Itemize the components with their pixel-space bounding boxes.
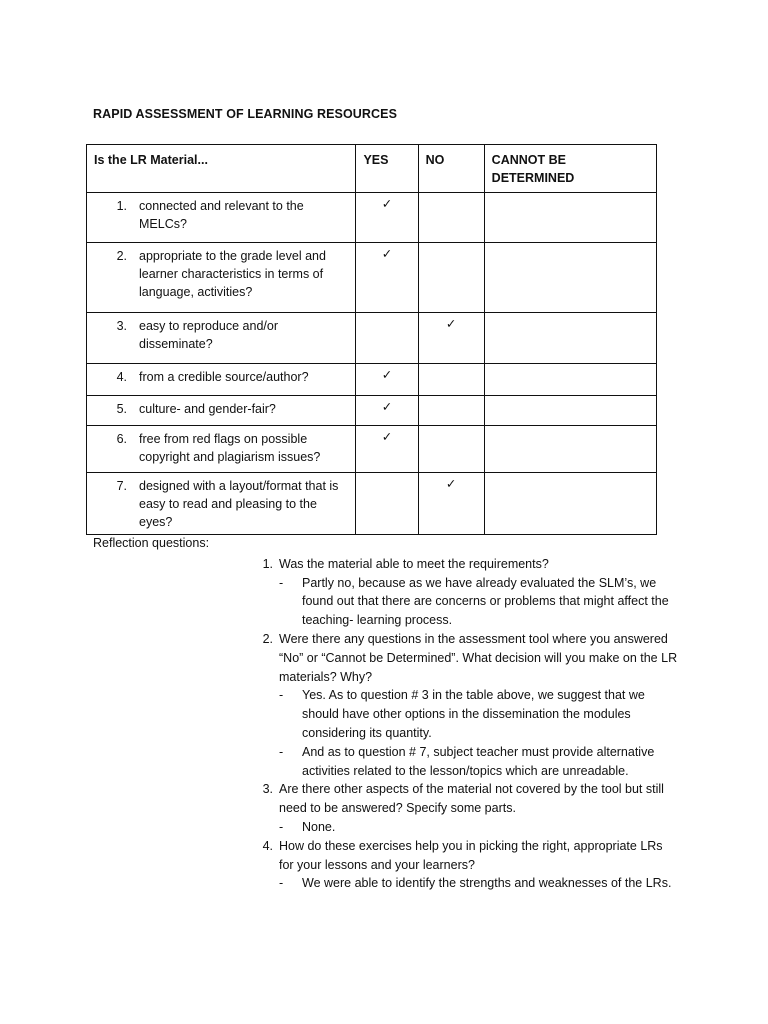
answer-cell-no xyxy=(418,243,484,313)
answer-cell-yes xyxy=(356,364,418,396)
table-row xyxy=(87,243,657,313)
document-title: RAPID ASSESSMENT OF LEARNING RESOURCES xyxy=(93,107,398,121)
checkmark-icon: ✓ xyxy=(381,400,393,414)
question-number: 4. xyxy=(116,370,127,384)
table-row xyxy=(87,473,657,535)
question-cell xyxy=(87,364,356,396)
answer-cell-no xyxy=(418,426,484,473)
answer-cell-cbd xyxy=(484,364,656,396)
reflection-question-number: 2. xyxy=(262,631,273,646)
assessment-table xyxy=(86,144,657,535)
answer-cell-yes xyxy=(356,396,418,426)
answer-cell-cbd xyxy=(484,193,656,243)
reflection-answer xyxy=(279,574,679,630)
question-number: 6. xyxy=(116,432,127,446)
header-no: NO xyxy=(418,145,484,193)
question-cell xyxy=(87,193,356,243)
answer-cell-yes xyxy=(356,426,418,473)
checkmark-icon: ✓ xyxy=(381,430,393,444)
checkmark-icon: ✓ xyxy=(381,197,393,211)
reflection-question-text: Are there other aspects of the material not covered by the tool but still need to be answered? Specify some parts. xyxy=(279,782,664,816)
question-text: easy to reproduce and/or disseminate? xyxy=(139,319,278,351)
answer-cell-cbd xyxy=(484,313,656,364)
reflection-question-number: 1. xyxy=(262,556,273,571)
bullet-dash: - xyxy=(279,819,284,834)
reflection-answer xyxy=(279,743,679,781)
reflection-answer-text: And as to question # 7, subject teacher must provide alternative activities related to the lesson/topics which are unreadable. xyxy=(302,744,655,778)
question-text: culture- and gender-fair? xyxy=(139,402,276,416)
question-text: designed with a layout/format that is easy to read and pleasing to the eyes? xyxy=(139,479,339,529)
answer-cell-yes xyxy=(356,243,418,313)
checkmark-icon: ✓ xyxy=(445,317,457,331)
table-row xyxy=(87,364,657,396)
reflection-label: Reflection questions: xyxy=(93,536,210,550)
reflection-question-text: Were there any questions in the assessment tool where you answered “No” or “Cannot be Determined”. What decision will you make on the LR materials? Why? xyxy=(279,631,678,684)
header-yes: YES xyxy=(356,145,418,193)
reflection-question xyxy=(262,837,679,893)
question-text: connected and relevant to the MELCs? xyxy=(139,199,304,231)
reflection-answer-text: Yes. As to question # 3 in the table above, we suggest that we should have other options in the dissemination the modules considering its quantity. xyxy=(302,688,645,740)
checkmark-icon: ✓ xyxy=(381,368,393,382)
question-cell xyxy=(87,396,356,426)
reflection-answer-text: Partly no, because as we have already evaluated the SLM’s, we found out that there are concerns or problems that might affect the teaching- learning process. xyxy=(302,575,669,628)
question-cell xyxy=(87,313,356,364)
reflection-question-text: How do these exercises help you in picking the right, appropriate LRs for your lessons and your learners? xyxy=(279,838,663,872)
table-row xyxy=(87,396,657,426)
bullet-dash: - xyxy=(279,575,284,590)
checkmark-icon: ✓ xyxy=(381,247,393,261)
reflection-question xyxy=(262,630,679,780)
question-number: 1. xyxy=(116,199,127,213)
answer-cell-no xyxy=(418,193,484,243)
header-cannot-be-determined: CANNOT BE DETERMINED xyxy=(484,145,656,193)
reflection-answer-text: None. xyxy=(302,819,336,834)
reflection-section xyxy=(93,534,693,893)
question-number: 5. xyxy=(116,402,127,416)
question-number: 3. xyxy=(116,319,127,333)
answer-cell-yes xyxy=(356,193,418,243)
question-text: free from red flags on possible copyright and plagiarism issues? xyxy=(139,432,321,464)
header-material: Is the LR Material... xyxy=(87,145,356,193)
reflection-answer xyxy=(279,874,679,893)
checkmark-icon: ✓ xyxy=(445,477,457,491)
reflection-question-number: 3. xyxy=(262,782,273,797)
answer-cell-no xyxy=(418,473,484,535)
answer-cell-no xyxy=(418,313,484,364)
reflection-answer-text: We were able to identify the strengths and weaknesses of the LRs. xyxy=(302,876,672,891)
question-cell xyxy=(87,426,356,473)
answer-cell-cbd xyxy=(484,473,656,535)
reflection-question-text: Was the material able to meet the requirements? xyxy=(279,556,549,571)
table-row xyxy=(87,426,657,473)
question-text: appropriate to the grade level and learner characteristics in terms of language, activities? xyxy=(139,249,326,299)
question-cell xyxy=(87,473,356,535)
answer-cell-no xyxy=(418,396,484,426)
question-text: from a credible source/author? xyxy=(139,370,309,384)
answer-cell-cbd xyxy=(484,243,656,313)
reflection-answer xyxy=(279,818,679,837)
answer-cell-yes xyxy=(356,313,418,364)
bullet-dash: - xyxy=(279,688,284,703)
question-number: 7. xyxy=(116,479,127,493)
answer-cell-cbd xyxy=(484,426,656,473)
question-number: 2. xyxy=(116,249,127,263)
answer-cell-yes xyxy=(356,473,418,535)
table-body xyxy=(87,193,657,535)
reflection-answer xyxy=(279,686,679,742)
reflection-question xyxy=(262,555,679,630)
table-row xyxy=(87,193,657,243)
reflection-question-list xyxy=(93,555,693,893)
answer-cell-cbd xyxy=(484,396,656,426)
question-cell xyxy=(87,243,356,313)
reflection-question-number: 4. xyxy=(262,838,273,853)
answer-cell-no xyxy=(418,364,484,396)
table-row xyxy=(87,313,657,364)
table-header-row xyxy=(87,145,657,193)
bullet-dash: - xyxy=(279,876,284,891)
reflection-question xyxy=(262,780,679,836)
bullet-dash: - xyxy=(279,744,284,759)
